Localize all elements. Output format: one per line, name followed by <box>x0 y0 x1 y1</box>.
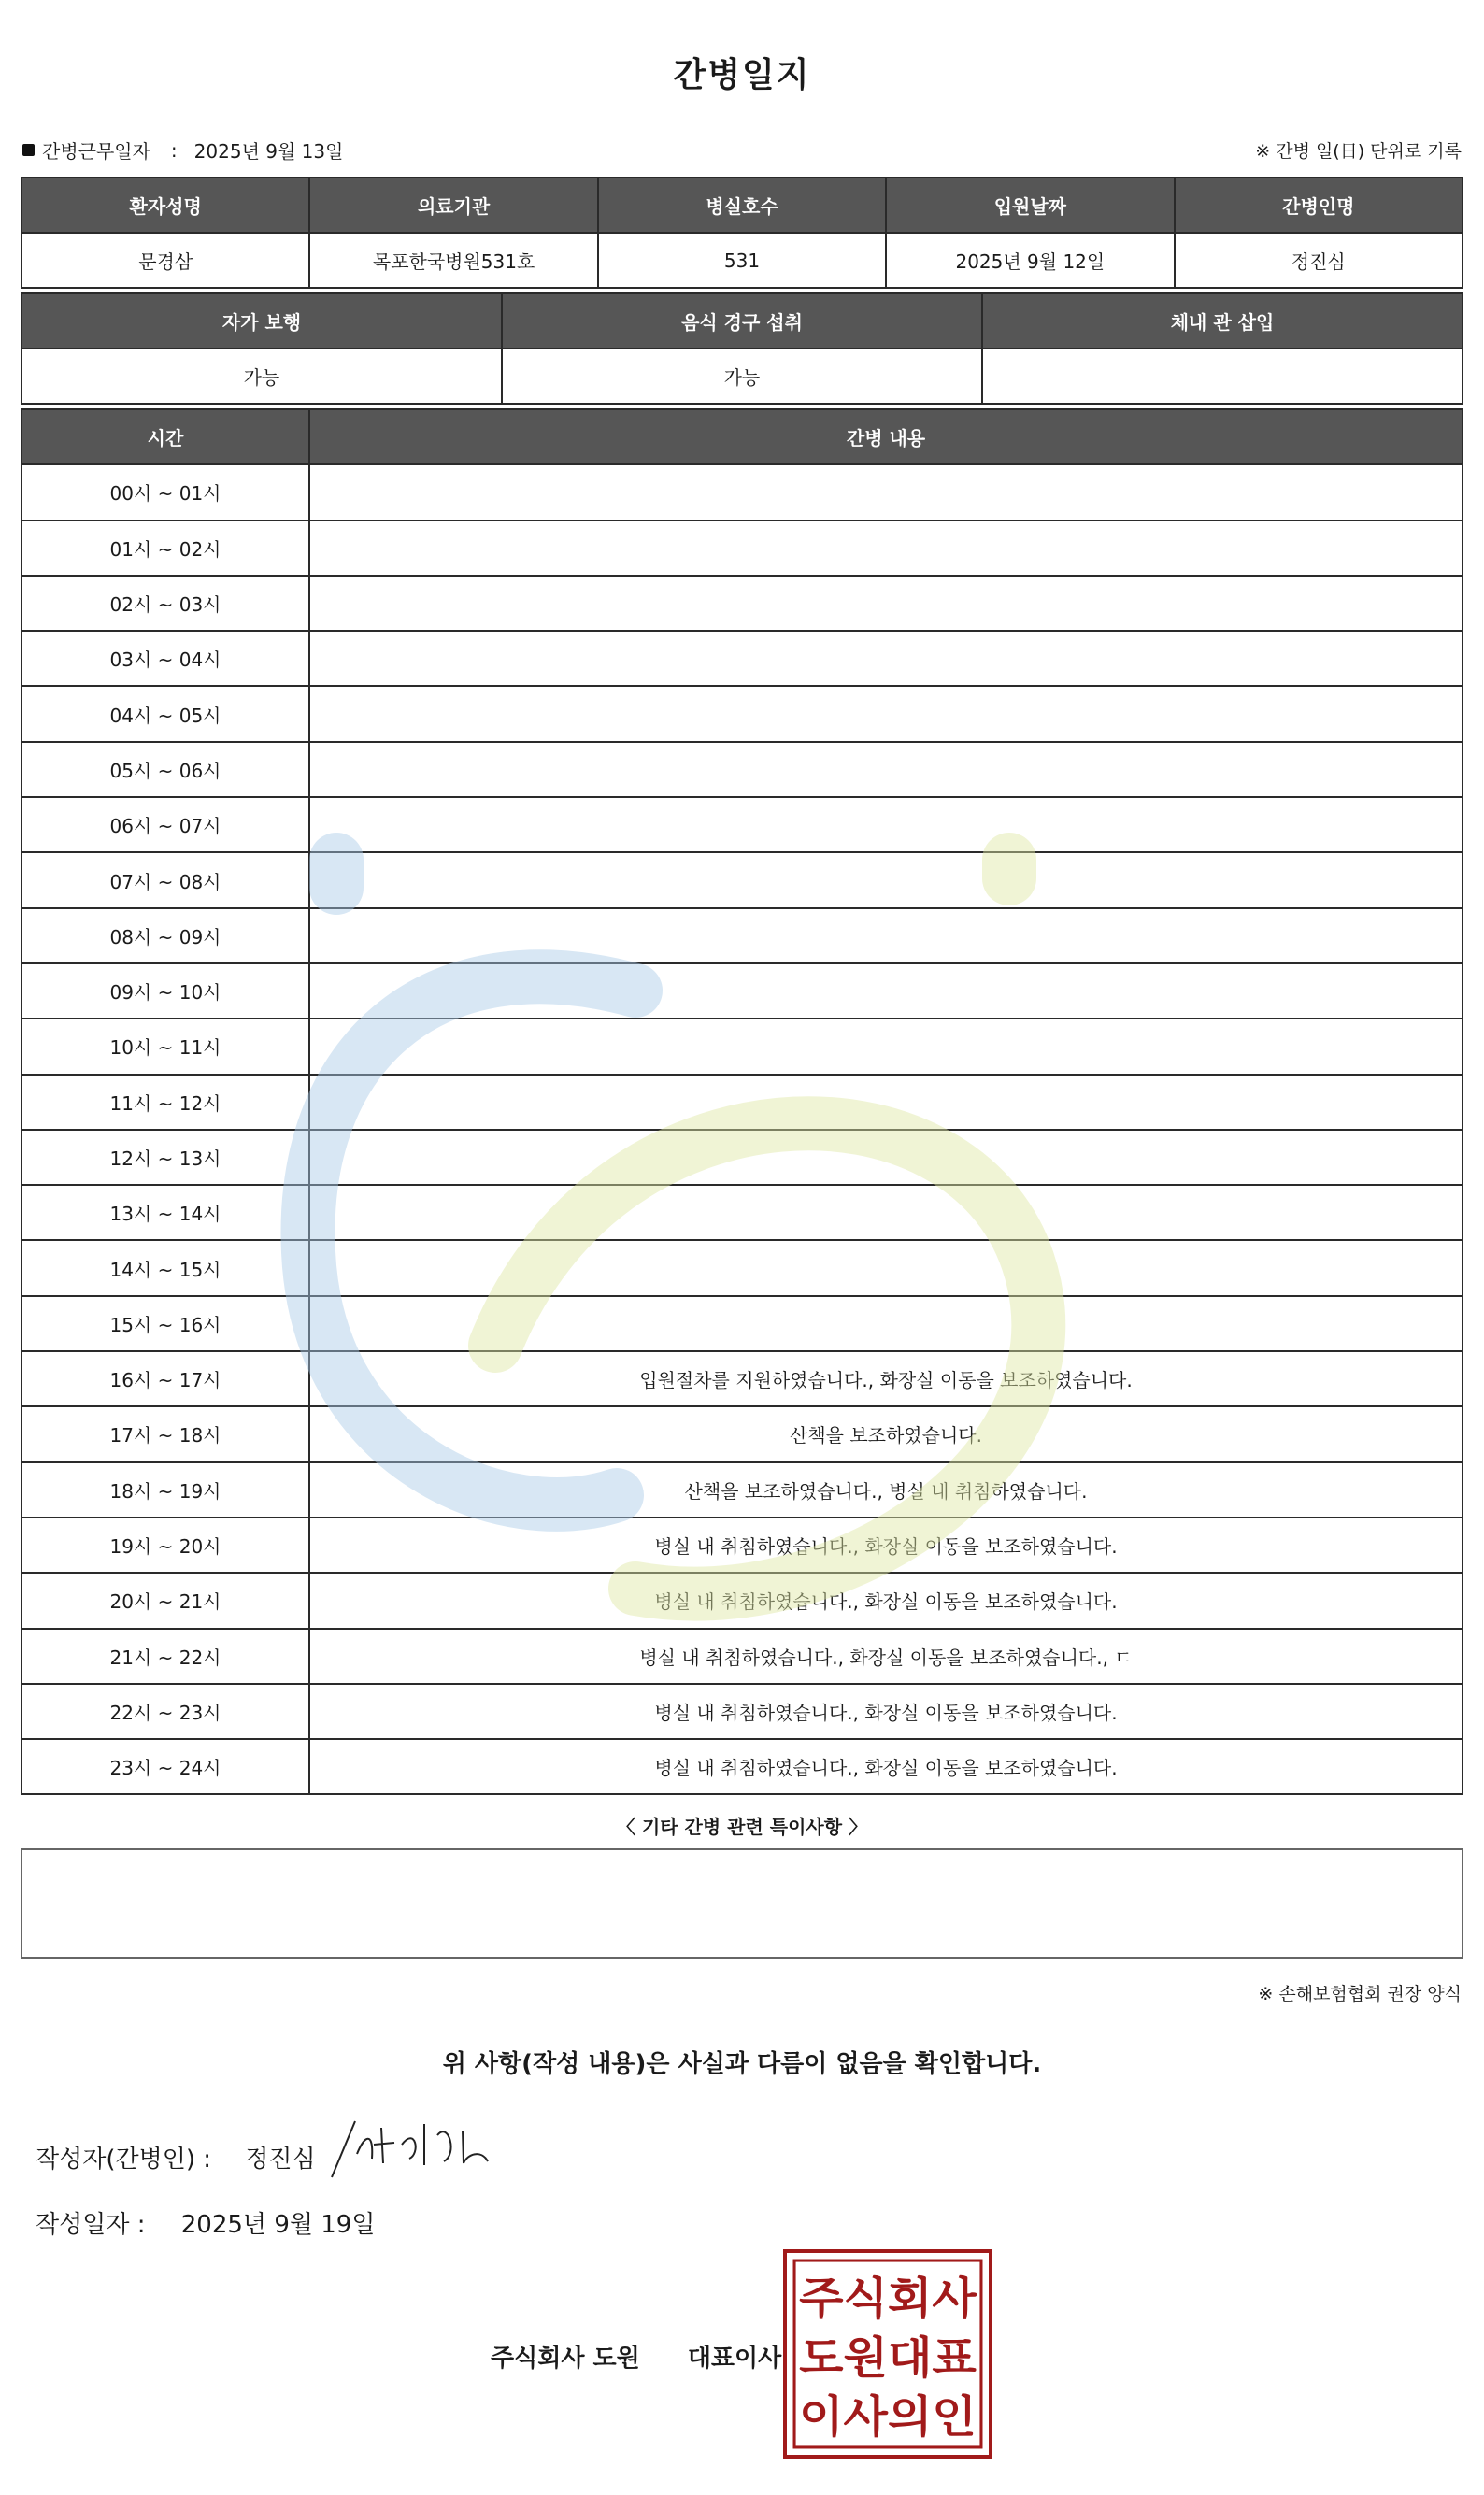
log-time: 02시 ~ 03시 <box>21 576 309 631</box>
log-time: 22시 ~ 23시 <box>21 1684 309 1739</box>
log-content: 병실 내 취침하였습니다., 화장실 이동을 보조하였습니다. <box>309 1518 1463 1573</box>
log-row <box>21 1573 1463 1628</box>
header-self-walking: 자가 보행 <box>21 293 502 349</box>
log-row <box>21 464 1463 520</box>
patient-info-value-row <box>21 233 1463 288</box>
company-signature <box>491 2339 781 2374</box>
log-time: 06시 ~ 07시 <box>21 797 309 852</box>
log-content: 병실 내 취침하였습니다., 화장실 이동을 보조하였습니다. <box>309 1573 1463 1628</box>
confirmation-statement: 위 사항(작성 내용)은 사실과 다름이 없음을 확인합니다. <box>442 2050 1042 2078</box>
log-time: 11시 ~ 12시 <box>21 1075 309 1130</box>
header-caregiver-name: 간병인명 <box>1175 178 1463 233</box>
log-row <box>21 1351 1463 1406</box>
log-row <box>21 576 1463 631</box>
log-content <box>309 464 1463 520</box>
written-date-value: 2025년 9월 19일 <box>180 2211 376 2239</box>
log-content <box>309 908 1463 963</box>
log-time: 01시 ~ 02시 <box>21 520 309 576</box>
document-title: 간병일지 <box>673 56 811 94</box>
log-content <box>309 1296 1463 1351</box>
log-row <box>21 1130 1463 1185</box>
record-note: ※ 간병 일(日) 단위로 기록 <box>1255 141 1462 162</box>
log-time: 12시 ~ 13시 <box>21 1130 309 1185</box>
log-time: 00시 ~ 01시 <box>21 464 309 520</box>
status-value-row <box>21 349 1463 404</box>
oral-intake: 가능 <box>502 349 982 404</box>
log-time: 23시 ~ 24시 <box>21 1739 309 1794</box>
log-time: 13시 ~ 14시 <box>21 1185 309 1240</box>
log-header-row <box>21 409 1463 464</box>
room-number: 531 <box>598 233 886 288</box>
log-time: 16시 ~ 17시 <box>21 1351 309 1406</box>
log-content <box>309 1130 1463 1185</box>
log-row <box>21 1296 1463 1351</box>
patient-info-table <box>21 177 1463 289</box>
work-date-separator: : <box>170 138 178 162</box>
log-time: 03시 ~ 04시 <box>21 631 309 686</box>
log-row <box>21 1684 1463 1739</box>
log-time: 14시 ~ 15시 <box>21 1240 309 1295</box>
log-time: 09시 ~ 10시 <box>21 963 309 1019</box>
log-content <box>309 520 1463 576</box>
log-row <box>21 1185 1463 1240</box>
header-time: 시간 <box>21 409 309 464</box>
log-row <box>21 1629 1463 1684</box>
log-time: 10시 ~ 11시 <box>21 1019 309 1074</box>
company-name: 주식회사 도원 <box>491 2345 640 2373</box>
work-date-label: 간병근무일자 <box>42 140 150 163</box>
log-content <box>309 686 1463 741</box>
log-row <box>21 520 1463 576</box>
writer-name: 정진심 <box>245 2146 316 2174</box>
log-time: 05시 ~ 06시 <box>21 742 309 797</box>
admission-date: 2025년 9월 12일 <box>886 233 1174 288</box>
special-notes-box <box>21 1848 1463 1959</box>
form-source-note: ※ 손해보험협회 권장 양식 <box>1258 1984 1462 2004</box>
patient-name: 문경삼 <box>21 233 309 288</box>
log-content <box>309 797 1463 852</box>
status-header-row <box>21 293 1463 349</box>
log-content: 병실 내 취침하였습니다., 화장실 이동을 보조하였습니다. <box>309 1739 1463 1794</box>
log-time: 19시 ~ 20시 <box>21 1518 309 1573</box>
log-row <box>21 1240 1463 1295</box>
log-content: 산책을 보조하였습니다., 병실 내 취침하였습니다. <box>309 1462 1463 1518</box>
work-date <box>22 136 343 164</box>
writer-label: 작성자(간병인) : <box>36 2146 212 2174</box>
self-walking: 가능 <box>21 349 502 404</box>
seal-line-3: 이사의인 <box>799 2391 977 2444</box>
log-content: 병실 내 취침하였습니다., 화장실 이동을 보조하였습니다. <box>309 1684 1463 1739</box>
handwritten-signature <box>327 2117 495 2182</box>
written-date-label: 작성일자 : <box>36 2211 146 2239</box>
company-seal <box>783 2249 992 2459</box>
log-row <box>21 686 1463 741</box>
log-content <box>309 963 1463 1019</box>
log-time: 04시 ~ 05시 <box>21 686 309 741</box>
log-row <box>21 797 1463 852</box>
log-content <box>309 631 1463 686</box>
log-content <box>309 1075 1463 1130</box>
log-content <box>309 852 1463 907</box>
header-room-number: 병실호수 <box>598 178 886 233</box>
log-time: 08시 ~ 09시 <box>21 908 309 963</box>
log-row <box>21 1462 1463 1518</box>
log-content <box>309 742 1463 797</box>
log-content: 입원절차를 지원하였습니다., 화장실 이동을 보조하였습니다. <box>309 1351 1463 1406</box>
log-content: 병실 내 취침하였습니다., 화장실 이동을 보조하였습니다., ㄷ <box>309 1629 1463 1684</box>
log-time: 15시 ~ 16시 <box>21 1296 309 1351</box>
header-care-content: 간병 내용 <box>309 409 1463 464</box>
writer-line <box>36 2140 316 2174</box>
log-time: 17시 ~ 18시 <box>21 1406 309 1461</box>
log-time: 20시 ~ 21시 <box>21 1573 309 1628</box>
log-row <box>21 742 1463 797</box>
header-patient-name: 환자성명 <box>21 178 309 233</box>
caregiver-name: 정진심 <box>1175 233 1463 288</box>
hospital: 목포한국병원531호 <box>309 233 597 288</box>
header-oral-intake: 음식 경구 섭취 <box>502 293 982 349</box>
log-row <box>21 1406 1463 1461</box>
log-content <box>309 1019 1463 1074</box>
log-row <box>21 631 1463 686</box>
log-time: 07시 ~ 08시 <box>21 852 309 907</box>
header-tube-insertion: 체내 관 삽입 <box>982 293 1463 349</box>
written-date-line <box>36 2205 375 2240</box>
log-content <box>309 1185 1463 1240</box>
work-date-value: 2025년 9월 13일 <box>193 140 344 163</box>
log-time: 21시 ~ 22시 <box>21 1629 309 1684</box>
seal-stamp-icon <box>792 2259 983 2449</box>
log-row <box>21 1019 1463 1074</box>
patient-info-header-row <box>21 178 1463 233</box>
special-notes-title: 〈 기타 간병 관련 특이사항 〉 <box>616 1816 867 1838</box>
header-admission-date: 입원날짜 <box>886 178 1174 233</box>
seal-line-1: 주식회사 <box>799 2274 977 2326</box>
log-row <box>21 1739 1463 1794</box>
tube-insertion <box>982 349 1463 404</box>
log-row <box>21 963 1463 1019</box>
log-row <box>21 852 1463 907</box>
log-content <box>309 1240 1463 1295</box>
log-row <box>21 1075 1463 1130</box>
company-ceo-title: 대표이사 <box>687 2345 782 2373</box>
log-content <box>309 576 1463 631</box>
log-row <box>21 1518 1463 1573</box>
care-log-table <box>21 408 1463 1795</box>
bullet-square-icon <box>22 144 35 156</box>
header-hospital: 의료기관 <box>309 178 597 233</box>
patient-status-table <box>21 292 1463 405</box>
seal-line-2: 도원대표 <box>799 2332 977 2385</box>
log-time: 18시 ~ 19시 <box>21 1462 309 1518</box>
log-content: 산책을 보조하였습니다. <box>309 1406 1463 1461</box>
log-row <box>21 908 1463 963</box>
